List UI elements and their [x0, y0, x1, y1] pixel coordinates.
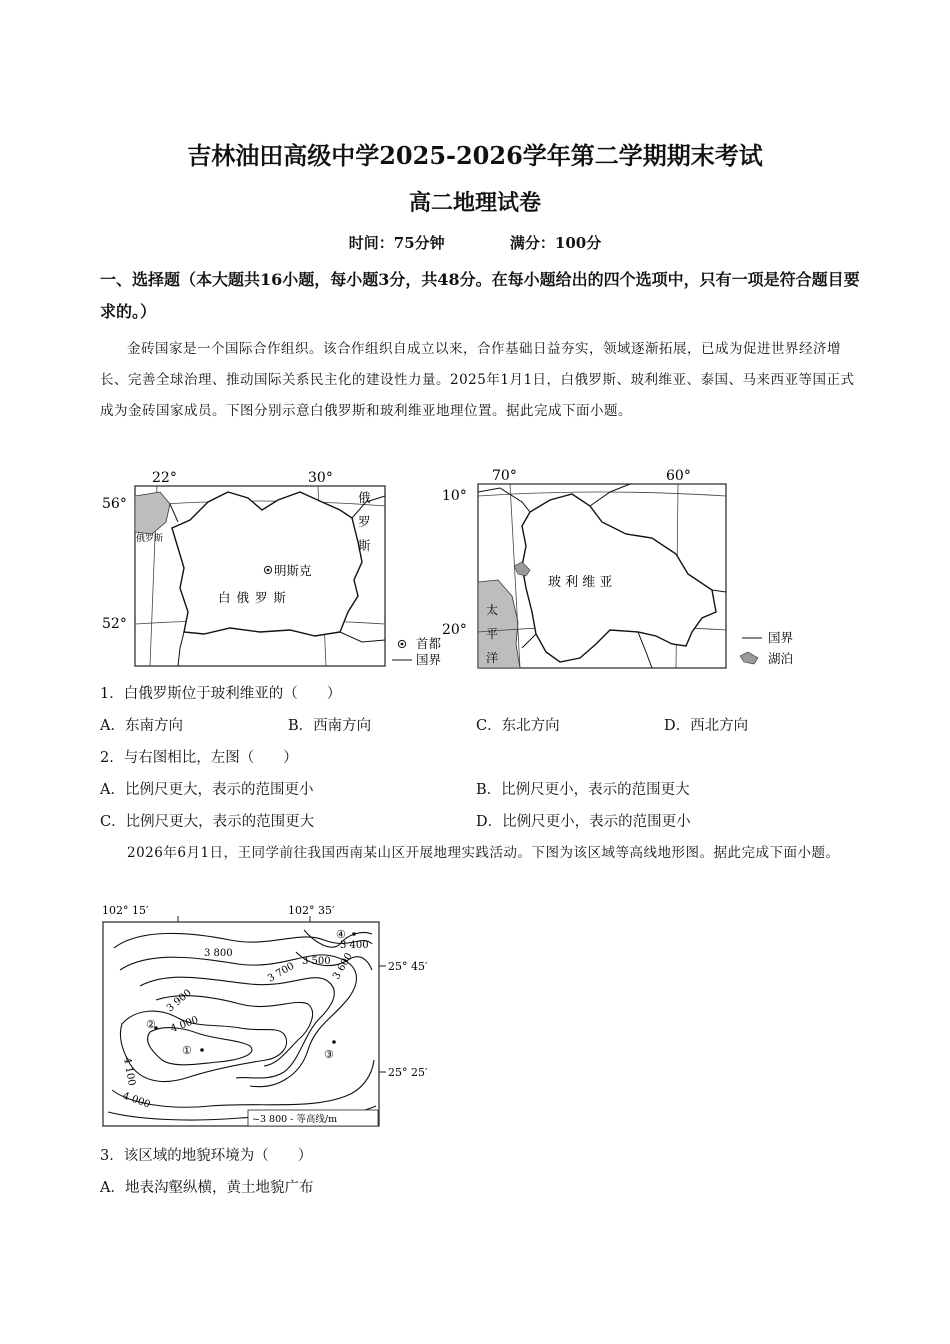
q1-option-d[interactable]: D．西北方向 — [664, 718, 749, 734]
russia-label-2: 罗 — [358, 514, 371, 529]
passage-1: 金砖国家是一个国际合作组织。该合作组织自成立以来，合作基础日益夯实，领域逐渐拓展，已成为促进世界经济增长、完善全球治理、推动国际关系民主化的建设性力量。2025年1月1日，白俄罗斯、玻利维亚、泰国、马来西亚等国正式成为金砖国家成员。下图分别示意白俄罗斯和玻利维亚地理位置。据此完成下面小题。 — [100, 341, 855, 419]
contour-lon-right: 102° 35′ — [288, 904, 335, 917]
contour-label-3500: 3 500 — [302, 956, 331, 967]
russia-label-1: 俄 — [358, 490, 371, 505]
bolivia-lat-bottom: 20° — [442, 622, 467, 638]
kaliningrad-label: 俄罗斯 — [136, 534, 164, 544]
contour-label-3400: 3 400 — [340, 940, 369, 951]
contour-label-4000a: 4 000 — [169, 1014, 200, 1035]
contour-label-4000b: 4 000 — [120, 1090, 152, 1111]
belarus-map — [100, 462, 450, 672]
point-3: ③ — [324, 1048, 334, 1061]
point-4: ④ — [336, 928, 346, 941]
capital-label: 明斯克 — [274, 563, 312, 578]
ocean-label-2: 平 — [486, 627, 499, 641]
q1-option-a[interactable]: A．东南方向 — [100, 718, 183, 734]
point-2: ② — [146, 1018, 156, 1031]
point-1: ① — [182, 1044, 192, 1057]
q1-option-c[interactable]: C．东北方向 — [476, 718, 560, 734]
passage-2: 2026年6月1日，王同学前往我国西南某山区开展地理实践活动。下图为该区域等高线地形图。据此完成下面小题。 — [127, 845, 840, 861]
q2-option-c[interactable]: C．比例尺更大，表示的范围更大 — [100, 814, 315, 830]
contour-label-3800: 3 800 — [204, 948, 233, 959]
contour-lat-top: 25° 45′ — [388, 960, 428, 973]
exam-time: 时间：75分钟 — [348, 234, 445, 252]
q2-option-b[interactable]: B．比例尺更小，表示的范围更大 — [476, 782, 690, 798]
belarus-lat-bottom: 52° — [102, 616, 127, 632]
belarus-lon-right: 30° — [308, 470, 333, 486]
belarus-lon-left: 22° — [152, 470, 177, 486]
belarus-lat-top: 56° — [102, 496, 127, 512]
exam-title: 吉林油田高级中学2025-2026学年第二学期期末考试 — [187, 141, 763, 170]
q3-stem: 3．该区域的地貌环境为（ ） — [100, 1148, 313, 1164]
contour-legend: ~3 800 - 等高线/m — [252, 1114, 338, 1125]
contour-label-3900: 3 900 — [164, 987, 194, 1015]
legend-border-left: 国界 — [416, 652, 442, 667]
q2-stem: 2．与右图相比，左图（ ） — [100, 750, 298, 766]
contour-label-4100: 4 100 — [121, 1056, 137, 1087]
bolivia-lon-right: 60° — [666, 468, 691, 484]
exam-score: 满分：100分 — [509, 234, 602, 252]
legend-border-right: 国界 — [768, 630, 794, 645]
belarus-country-label: 白 俄 罗 斯 — [218, 590, 287, 605]
contour-lon-left: 102° 15′ — [102, 904, 149, 917]
bolivia-lon-left: 70° — [492, 468, 517, 484]
exam-meta — [0, 232, 950, 253]
bolivia-country-label: 玻 利 维 亚 — [548, 575, 613, 590]
contour-label-3700: 3 700 — [266, 960, 297, 985]
contour-map — [100, 900, 440, 1132]
ocean-label-3: 洋 — [486, 651, 499, 665]
q1-option-b[interactable]: B．西南方向 — [288, 718, 372, 734]
contour-lat-bottom: 25° 25′ — [388, 1066, 428, 1079]
section-heading: 一、选择题（本大题共16小题，每小题3分，共48分。在每小题给出的四个选项中，只有一项是符合题目要求的。） — [100, 270, 860, 321]
contour-label-3600: 3 600 — [331, 951, 355, 982]
legend-capital: 首都 — [416, 636, 442, 651]
q1-stem: 1．白俄罗斯位于玻利维亚的（ ） — [100, 686, 342, 702]
bolivia-map — [440, 462, 820, 672]
q2-option-a[interactable]: A．比例尺更大，表示的范围更小 — [100, 782, 314, 798]
ocean-label-1: 太 — [486, 603, 499, 617]
bolivia-lat-top: 10° — [442, 488, 467, 504]
q2-option-d[interactable]: D．比例尺更小，表示的范围更小 — [476, 814, 691, 830]
russia-label-3: 斯 — [358, 538, 371, 553]
q3-option-a[interactable]: A．地表沟壑纵横，黄土地貌广布 — [100, 1180, 314, 1196]
legend-lake: 湖泊 — [768, 651, 794, 666]
exam-subtitle: 高二地理试卷 — [408, 190, 541, 216]
